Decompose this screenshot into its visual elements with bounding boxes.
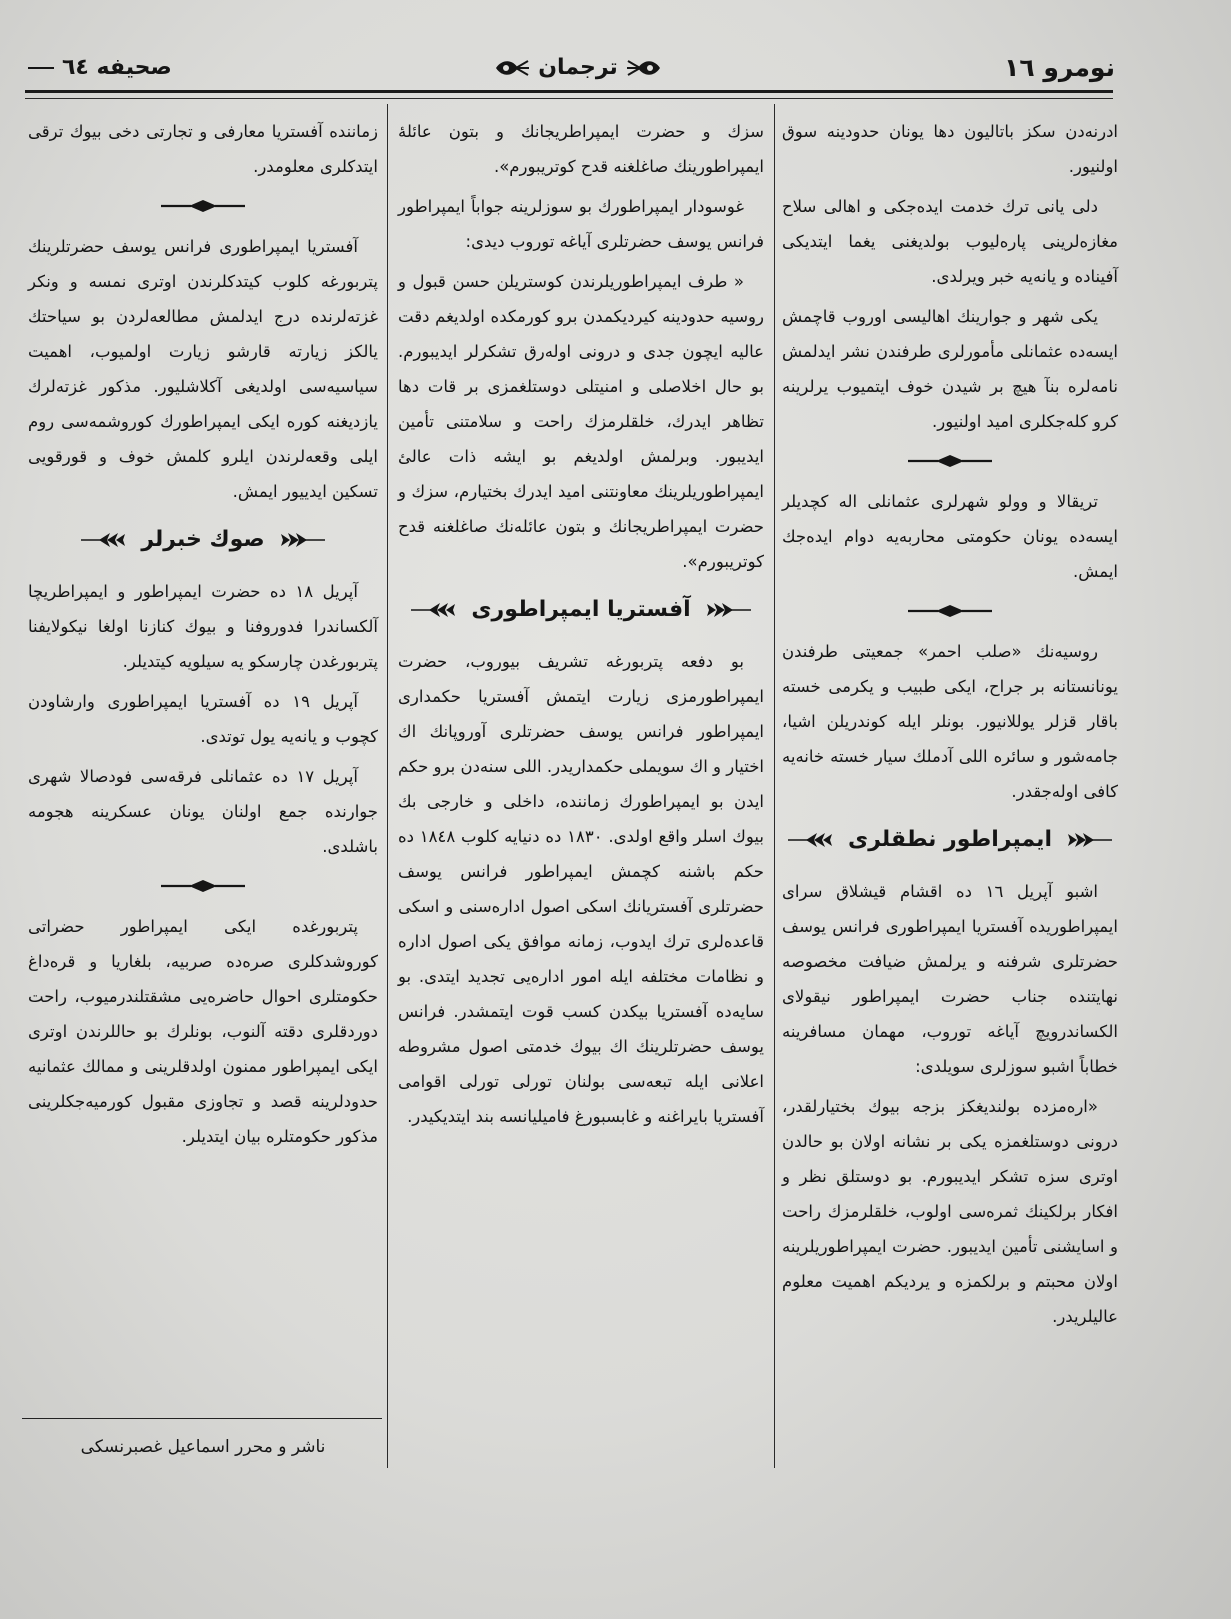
news-item: روسيه‌نك «صلب احمر» جمعيتى طرفندن يونانستانه بر جراح، ايكى طبيب و يكرمى خسته باقار قزلر يوللانيور. بونلر ايله كوندريلن اشيا، جامه‌شور و سائره اللى آدملك سيار خسته خانه‌يه كافى اوله‌جقدر. xyxy=(782,642,1118,801)
article-paragraph: «اره‌مزده بولنديغكز بزجه بيوك بختيارلقدر، درونى دوستلغمزه يكى بر نشانه اولان بو حالدن اوترى سزه تشكر ايديبورم. بو دوستلق نظر و افكار برلكينك ثمره‌سى اولوب، خلقلرمزك راحت و اسايشنى تأمين ايديبور. حضرت ايمپراطوريلرينه اولان محبتم و برلكمزه و يرديكم اهميت معلوم عاليلريدر. xyxy=(782,1097,1118,1326)
newspaper-title-block xyxy=(480,50,676,86)
title-flourish-left-icon xyxy=(492,55,530,81)
heading-flourish-right-icon xyxy=(703,599,753,621)
section-heading xyxy=(398,584,764,636)
column-middle xyxy=(398,114,764,1139)
section-heading-text: صوك خبرلر xyxy=(141,527,265,552)
section-heading xyxy=(782,814,1118,866)
section-heading-text: آفستريا ايمپراطورى xyxy=(471,597,691,622)
heading-flourish-right-icon xyxy=(277,529,327,551)
newspaper-title: ترجمان xyxy=(538,55,618,80)
title-flourish-right-icon xyxy=(626,55,664,81)
dash-ornament xyxy=(28,67,54,69)
article-paragraph: غوسودار ايمپراطورك بو سوزلرينه جواباً ايمپراطور فرانس يوسف حضرتلرى آياغه توروب ديدى: xyxy=(398,197,764,251)
news-item: آپريل ١٨ ده حضرت ايمپراطور و ايمپراطريچا آلكساندرا فدوروفنا و بيوك كنازنا اولغا نيكولايفنا پتربورغدن چارسكو يه سيلويه كيتديلر. xyxy=(28,582,378,671)
page-number: صحيفه ٦٤ xyxy=(62,55,172,80)
issue-number: نومرو ١٦ xyxy=(1004,53,1115,82)
masthead-rule-thin xyxy=(25,98,1113,99)
news-item: پتربورغده ايكى ايمپراطور حضراتى كوروشدكلرى صره‌ده صربيه، بلغاريا و قره‌داغ حكومتلرى احوال حاضره‌يى مشقتلندرميوب، راحت دوردقلرى دقته آلنوب، بونلرك بو حاللرندن اوترى ايكى ايمپراطور ممنون اولدقلرينى و ممالك عثمانيه حدودلرينه قصد و تجاوزى مقبول كورميه‌جكلرينى مذكور حكومتلره بيان ايتديلر. xyxy=(28,917,378,1146)
article-paragraph: سزك و حضرت ايمپراطريجانك و بتون عائلهٔ ايمپراطورينك صاغلغنه قدح كوتريبورم». xyxy=(398,122,764,176)
heading-flourish-left-icon xyxy=(409,599,459,621)
publisher-credit: ناشر و محرر اسماعيل غصبرنسكى xyxy=(80,1437,326,1457)
column-divider xyxy=(774,104,775,1468)
separator-ornament-icon xyxy=(782,444,1118,478)
separator-ornament-icon xyxy=(28,869,378,903)
article-paragraph: آفستريا ايمپراطورى فرانس يوسف حضرتلرينك پتربورغه كلوب كيتدكلرندن اوترى نمسه و ونكر غزته‌لرنده درج ايدلمش مطالعه‌لردن بو سياحتك يالكز زيارته قارشو زيارت اولميوب، اهميت سياسيه‌سى اولديغى آكلاشليور. مذكور غزته‌لرك يازديغنه كوره ايكى ايمپراطورك كوروشمه‌سى روم ايلى وقعه‌لرندن ايلرو كلمش خوف و قورقويى تسكين ايدييور ايمش. xyxy=(28,237,378,501)
masthead-rule-thick xyxy=(25,90,1113,93)
column-divider xyxy=(387,104,388,1468)
footer-rule xyxy=(22,1418,382,1419)
news-item: آپريل ١٩ ده آفستريا ايمپراطورى وارشاودن كچوب و يانه‌يه يول توتدى. xyxy=(28,692,378,746)
separator-ornament-icon xyxy=(782,594,1118,628)
heading-flourish-left-icon xyxy=(79,529,129,551)
news-item: آپريل ١٧ ده عثمانلى فرقه‌سى فودصالا شهرى جوارنده جمع اولنان يونان عسكرينه هجومه باشلدى. xyxy=(28,767,378,856)
news-item: تريقالا و وولو شهرلرى عثمانلى اله كچديلر ايسه‌ده يونان حكومتى محاربه‌يه دوام ايده‌جك ايمش. xyxy=(782,492,1118,581)
column-left xyxy=(28,114,378,1159)
page-number-block xyxy=(28,50,172,86)
news-item: ادرنه‌دن سكز باتاليون دها يونان حدودينه سوق اولنيور. xyxy=(782,122,1118,176)
news-item: يكى شهر و جوارينك اهاليسى اوروب قاچمش ايسه‌ده عثمانلى مأمورلرى طرفندن نشر ايدلمش نامه‌لره بنآ هيچ بر شيدن خوف ايتميوب يرلرينه كرو كله‌جكلرى اميد اولنيور. xyxy=(782,307,1118,431)
article-paragraph: اشبو آپريل ١٦ ده اقشام قيشلاق سراى ايمپراطوريده آفستريا ايمپراطورى فرانس يوسف حضرتلرى شرفنه و يرلمش ضيافت مخصوصه نهايتنده جناب حضرت ايمپراطور نيقولاى الكساندرويچ آياغه توروب، مهمان مسافرينه خطاباً اشبو سوزلرى سويلدى: xyxy=(782,882,1118,1076)
heading-flourish-left-icon xyxy=(786,829,836,851)
column-right xyxy=(782,114,1118,1339)
section-heading xyxy=(28,514,378,566)
article-paragraph: « طرف ايمپراطوريلرندن كوستريلن حسن قبول و روسيه حدودينه كيرديكمدن برو كورمكده اولديغم دقت عاليه ايچون جدى و درونى اوله‌رق تشكرلر ايديبورم. بو حال اخلاصلى و امنيتلى دوستلغمزى بر قات دها تظاهر ايدرك، خلقلرمزك راحت و سلامتنى تأمين ايديبور. وبرلمش اولديغم بو ايشه ذات عالئ ايمپراطوريلرينك معاونتنى اميد ايدرك بختيارم، سزك و حضرت ايمپراطريجانك و بتون عائله‌نك صاغلغنه قدح كوتريبورم». xyxy=(398,272,764,571)
separator-ornament-icon xyxy=(28,189,378,223)
section-heading-text: ايمپراطور نطقلرى xyxy=(848,827,1052,852)
heading-flourish-right-icon xyxy=(1064,829,1114,851)
article-paragraph: بو دفعه پتربورغه تشريف بيوروب، حضرت ايمپراطورمزى زيارت ايتمش آفستريا حكمدارى ايمپراطور فرانس يوسف حضرتلرى آوروپانك اك اختيار و اك سويملى حكمداريدر. اللى سنه‌دن برو حكم ايدن بو ايمپراطورك زماننده، داخلى و خارجى بك بيوك اسلر واقع اولدى. ١٨٣٠ ده دنيايه كلوب ١٨٤٨ ده حكم باشنه كچمش ايمپراطور فرانس يوسف حضرتلرى آفستريانك اسكى اصول اداره‌سنى و اسكى قاعده‌لرى ترك ايدوب، زمانه موافق يكى اصول اداره و نظامات مختلفه ايله امور اداره‌يى تجديد ايتدى. بو سايه‌ده آفستريا بيكدن كسب قوت ايتمشدر. فرانس يوسف حضرتلرينك اك بيوك خدمتى اصول مشروطه اعلانى ايله تبعه‌سى بولنان تورلى تورلى اقوامى آفستريا بايراغنه و غابسبورغ فاميليانسه بند ايتديكيدر. xyxy=(398,652,764,1126)
article-paragraph: زماننده آفستريا معارفى و تجارتى دخى بيوك ترقى ايتدكلرى معلومدر. xyxy=(28,122,378,176)
news-item: دلى يانى ترك خدمت ايده‌جكى و اهالى سلاح مغازه‌لرينى پاره‌ليوب بولديغنى يغما ايتديكى آفيناده و يانه‌يه خبر ويرلدى. xyxy=(782,197,1118,286)
